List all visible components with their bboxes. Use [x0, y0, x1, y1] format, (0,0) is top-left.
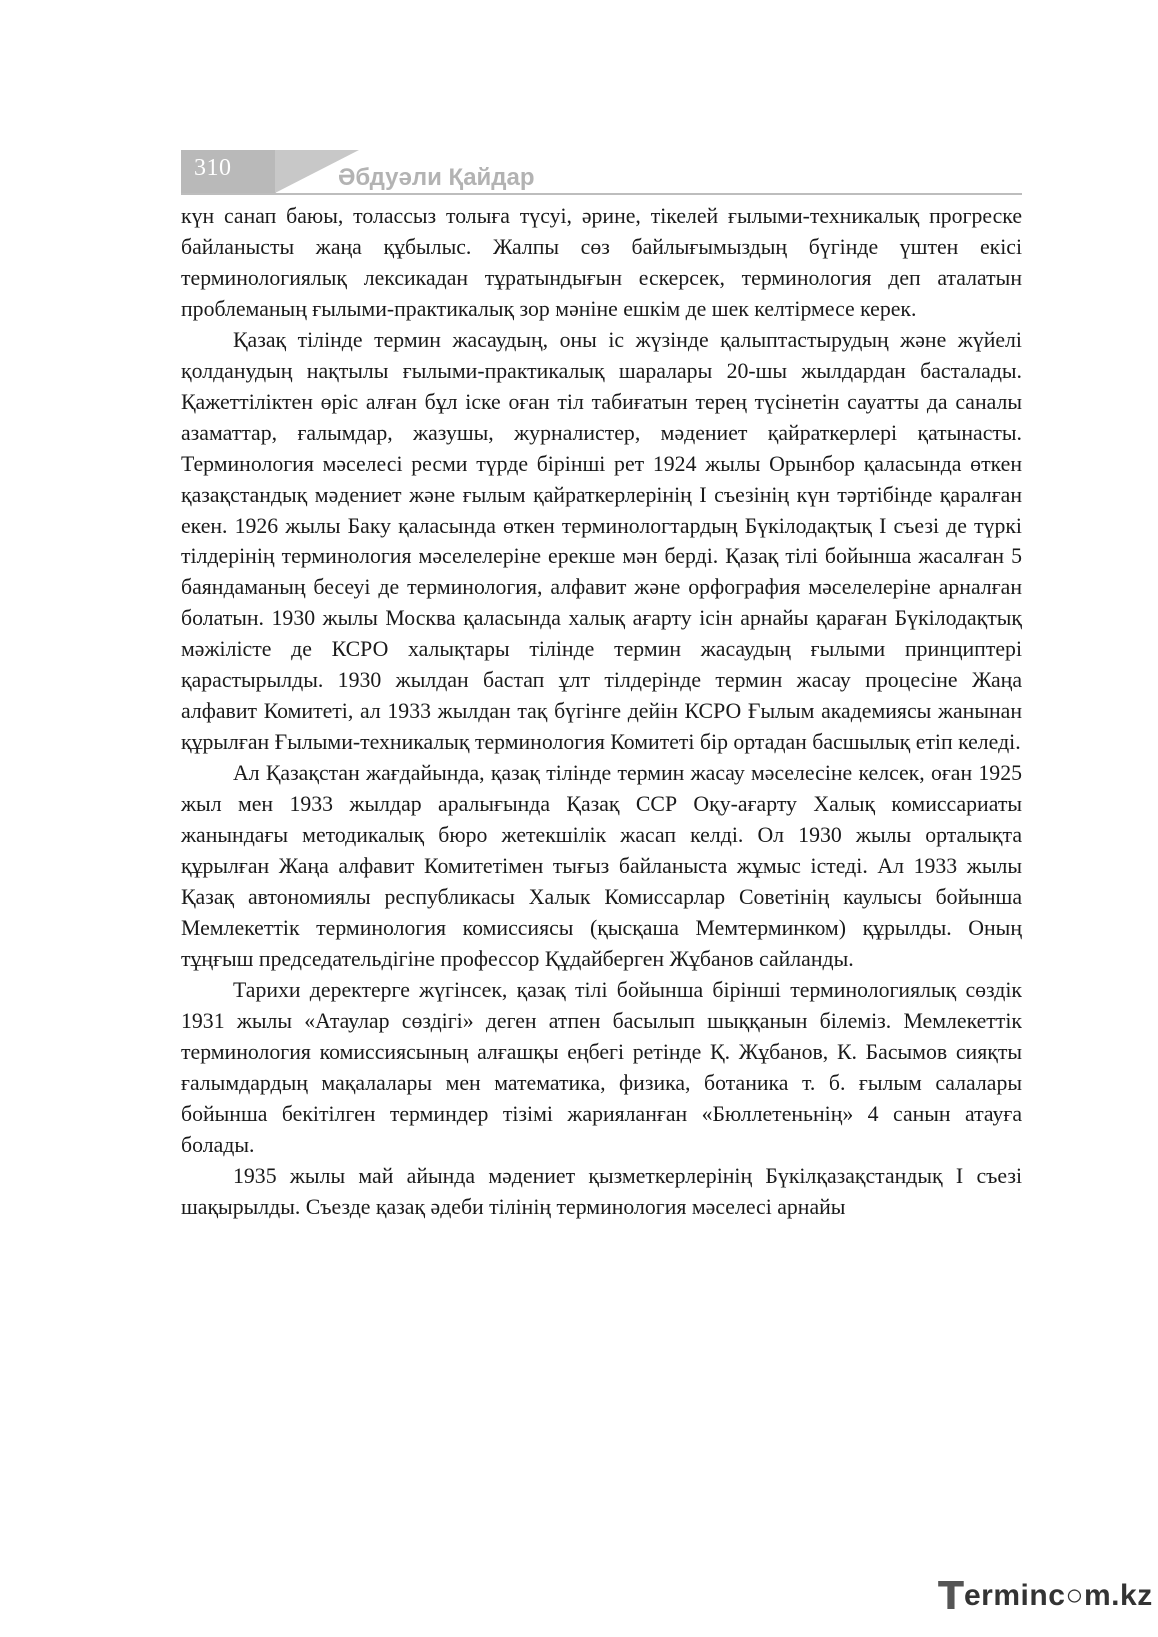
- paragraph-3: Ал Қазақстан жағдайында, қазақ тілінде термин жасау мәселесіне келсек, оған 1925 жыл мен 1933 жылдар аралығында Қазақ ССР Оқу-ағарту Халық комиссариаты жанындағы методикалық бюро жетекшілік жасап келді. Ол 1930 жылы орталықта құрылған Жаңа алфавит Комитетімен тығыз байланыста жұмыс істеді. Ал 1933 жылы Қазақ автономиялы республикасы Халык Комиссарлар Советінің каулысы бойынша Мемлекеттік терминология комиссиясы (қысқаша Мемтерминком) құрылды. Оның тұңғыш председательдігіне профессор Құдайберген Жұбанов сайланды.: [181, 761, 1022, 971]
- watermark-text: erminc○m.kz: [964, 1579, 1153, 1612]
- paragraph-1: күн санап баюы, толассыз толыға түсуі, әрине, тікелей ғылыми-техникалық прогреске байланысты жаңа құбылыс. Жалпы сөз байлығымыздың бүгінде үштен екісі терминологиялық лексикадан тұратындығын ескерсек, терминология деп аталатын проблеманың ғылыми-практикалық зор мәніне ешкім де шек келтірмесе керек.: [181, 204, 1022, 321]
- page-header: [181, 150, 1022, 196]
- running-title: Әбдуәли Қайдар: [338, 164, 535, 191]
- paragraph-4: Тарихи деректерге жүгінсек, қазақ тілі бойынша бірінші терминологиялық сөздік 1931 жылы «Атаулар сөздігі» деген атпен басылып шыққанын білеміз. Мемлекеттік терминология комиссиясының алғашқы еңбегі ретінде Қ. Жұбанов, К. Басымов сияқты ғалымдардың мақалалары мен математика, физика, ботаника т. б. ғылым салалары бойынша бекітілген терминдер тізімі жарияланған «Бюллетеньнің» 4 санын атауға болады.: [181, 977, 1022, 1157]
- body-text: [181, 201, 1022, 1222]
- header-rule: [181, 193, 1022, 195]
- paragraph-2: Қазақ тілінде термин жасаудың, оны іс жүзінде қалыптастырудың және жүйелі қолданудың нақтылы ғылыми-практикалық шаралары 20-шы жылдардан басталады. Қажеттіліктен өріс алған бұл іске оған тіл табиғатын терең түсінетін сауатты да саналы азаматтар, ғалымдар, жазушы, журналистер, мәдениет қайраткерлері қатынасты. Терминология мәселесі ресми түрде бірінші рет 1924 жылы Орынбор қаласында өткен қазақстандық мәдениет және ғылым қайраткерлерінің І съезінің күн тәртібінде қаралған екен. 1926 жылы Баку қаласында өткен терминологтардың Бүкілодақтық І съезі де түркі тілдерінің терминология мәселелеріне ерекше мән берді. Қазақ тілі бойынша жасалған 5 баяндаманың бесеуі де терминология, алфавит және орфография мәселелеріне арналған болатын. 1930 жылы Москва қаласында халық ағарту ісін арнайы қараған Бүкілодақтық мәжілісте де КСРО халықтары тілінде термин жасаудың ғылыми принциптері қарастырылды. 1930 жылдан бастап ұлт тілдерінде термин жасау процесіне Жаңа алфавит Комитеті, ал 1933 жылдан тақ бүгінге дейін КСРО Ғылым академиясы жанынан құрылған Ғылыми-техникалық терминология Комитеті бір ортадан басшылық етіп келеді.: [181, 327, 1022, 755]
- paragraph-5: 1935 жылы май айында мәдениет қызметкерлерінің Бүкілқазақстандық І съезі шақырылды. Съезде қазақ әдеби тілінің терминология мәселесі арнайы: [181, 1163, 1022, 1219]
- termincom-watermark-logo: [938, 1574, 1153, 1618]
- page-number: 310: [194, 155, 232, 181]
- watermark-t-letter: T: [938, 1574, 964, 1618]
